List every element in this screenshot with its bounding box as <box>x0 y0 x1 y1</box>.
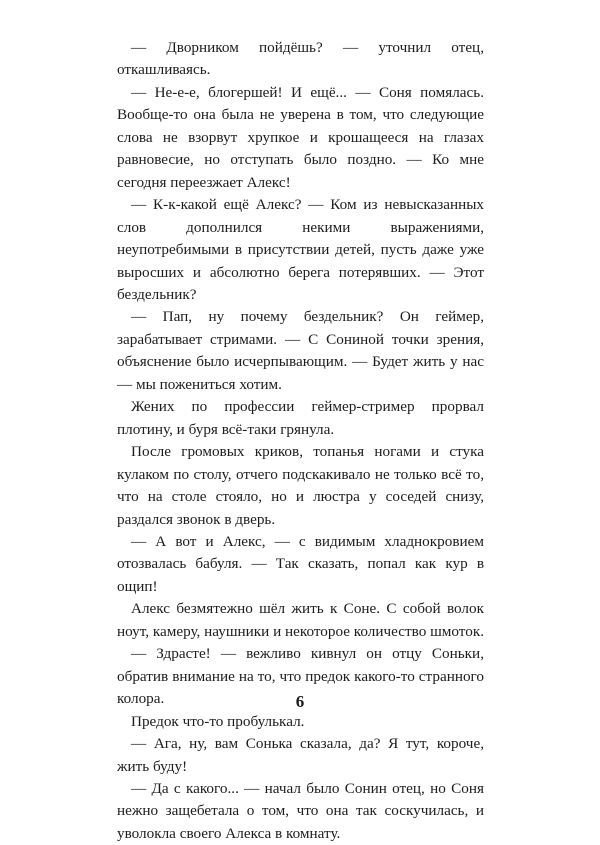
paragraph-5: Жених по профессии геймер-стример прорвал плотину, и буря всё-таки грянула. <box>117 398 484 438</box>
paragraph-1: — Дворником пойдёшь? — уточнил отец, откашливаясь. <box>117 39 484 79</box>
paragraph-12: — Да с какого... — начал было Сонин отец, но Соня нежно защебетала о том, что она так соскучилась, и уволокла своего Алекса в комнату. <box>117 779 484 842</box>
paragraph-4: — Пап, ну почему бездельник? Он геймер, зарабатывает стримами. — С Сониной точки зрения, объяснение было исчерпывающим. — Будет жить у нас — мы пожениться хотим. <box>117 308 484 393</box>
text-block <box>117 37 484 845</box>
paragraph-6: После громовых криков, топанья ногами и стука кулаком по столу, отчего подскакивало не только всё то, что на столе стояло, но и люстра у соседей снизу, раздался звонок в дверь. <box>117 443 484 528</box>
paragraph-3: — К-к-какой ещё Алекс? — Ком из невысказанных слов дополнился некими выражениями, неупотребимыми в присутствии детей, пусть даже уже выросших и абсолютно берега потерявших. — Этот бездельник? <box>117 196 484 303</box>
paragraph-2: — Не-е-е, блогершей! И ещё... — Соня помялась. Вообще-то она была не уверена в том, что следующие слова не взорвут хрупкое и крошащееся на глазах равновесие, но отступать было поздно. — Ко мне сегодня переезжает Алекс! <box>117 83 484 191</box>
paragraph-7: — А вот и Алекс, — с видимым хладнокровием отозвалась бабуля. — Так сказать, попал как кур в ощип! <box>117 532 484 595</box>
paragraph-9: — Здрасте! — вежливо кивнул он отцу Соньки, обратив внимание на то, что предок какого-то странного колора. <box>117 645 484 708</box>
paragraph-10: Предок что-то пробулькал. <box>131 712 305 730</box>
paragraph-8: Алекс безмятежно шёл жить к Соне. С собой волок ноут, камеру, наушники и некоторое количество шмоток. <box>117 600 485 640</box>
paragraph-11: — Ага, ну, вам Сонька сказала, да? Я тут, короче, жить буду! <box>117 735 484 775</box>
page-body <box>117 37 484 845</box>
page-number: 6 <box>295 692 305 711</box>
